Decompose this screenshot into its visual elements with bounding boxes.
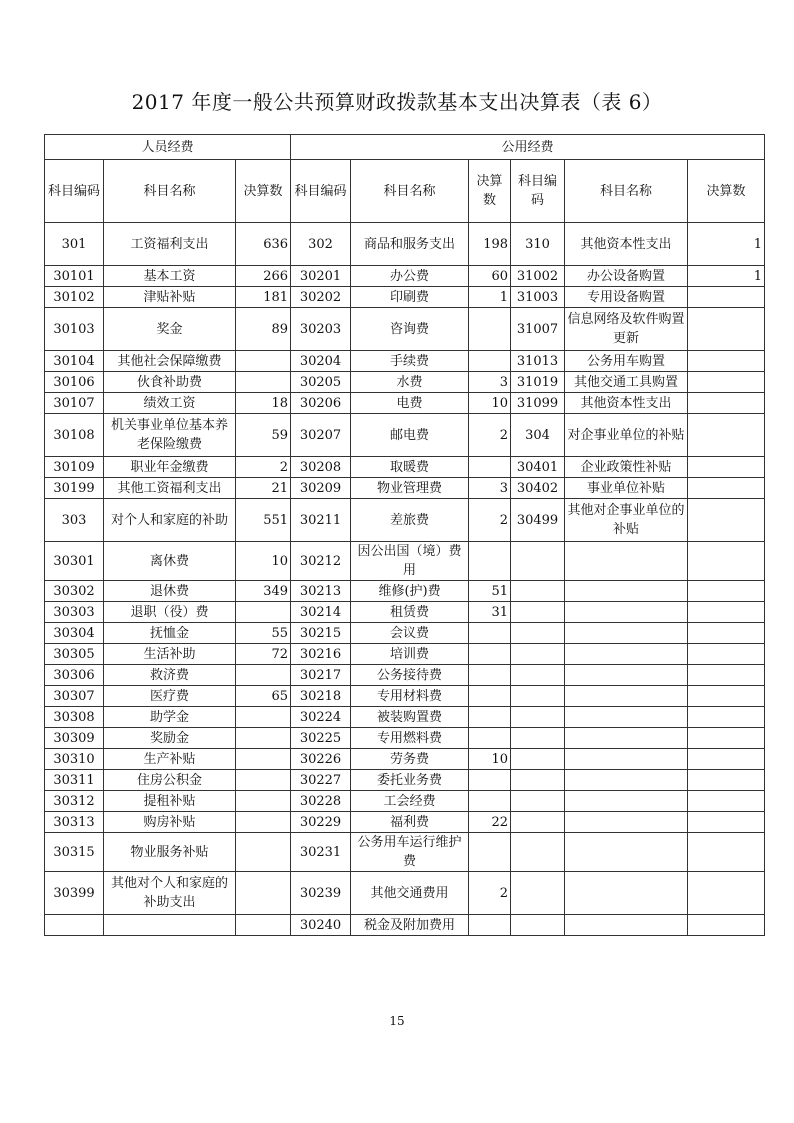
capital-amount-cell bbox=[688, 791, 765, 812]
public-name-cell: 会议费 bbox=[351, 623, 469, 644]
personnel-name-cell: 生活补助 bbox=[104, 644, 236, 665]
public-code-cell: 30218 bbox=[291, 686, 351, 707]
capital-amount-cell bbox=[688, 686, 765, 707]
capital-name-cell: 企业政策性补贴 bbox=[565, 457, 688, 478]
personnel-name-cell: 机关事业单位基本养老保险缴费 bbox=[104, 414, 236, 457]
personnel-name-cell: 其他对个人和家庭的补助支出 bbox=[104, 872, 236, 915]
capital-amount-cell bbox=[688, 499, 765, 542]
public-amount-cell: 51 bbox=[469, 581, 511, 602]
personnel-name-cell: 退职（役）费 bbox=[104, 602, 236, 623]
public-name-cell: 工会经费 bbox=[351, 791, 469, 812]
public-code-cell: 30206 bbox=[291, 393, 351, 414]
capital-amount-cell bbox=[688, 308, 765, 351]
personnel-code-cell: 303 bbox=[45, 499, 104, 542]
capital-name-cell: 其他交通工具购置 bbox=[565, 372, 688, 393]
table-row bbox=[45, 393, 765, 414]
table-row bbox=[45, 686, 765, 707]
capital-code-cell: 304 bbox=[511, 414, 565, 457]
personnel-code-cell: 30106 bbox=[45, 372, 104, 393]
capital-name-cell bbox=[565, 686, 688, 707]
capital-amount-cell bbox=[688, 915, 765, 936]
capital-name-cell: 办公设备购置 bbox=[565, 266, 688, 287]
personnel-name-cell: 其他工资福利支出 bbox=[104, 478, 236, 499]
personnel-code-cell: 30301 bbox=[45, 542, 104, 581]
capital-amount-cell bbox=[688, 728, 765, 749]
capital-name-cell: 专用设备购置 bbox=[565, 287, 688, 308]
capital-amount-cell bbox=[688, 872, 765, 915]
public-code-cell: 30202 bbox=[291, 287, 351, 308]
capital-code-cell bbox=[511, 872, 565, 915]
capital-code-cell: 31099 bbox=[511, 393, 565, 414]
table-row bbox=[45, 414, 765, 457]
public-amount-cell bbox=[469, 791, 511, 812]
personnel-amount-cell bbox=[236, 915, 291, 936]
personnel-code-cell: 30104 bbox=[45, 351, 104, 372]
public-code-cell: 30216 bbox=[291, 644, 351, 665]
public-amount-cell bbox=[469, 644, 511, 665]
capital-code-cell: 30402 bbox=[511, 478, 565, 499]
personnel-code-cell: 30399 bbox=[45, 872, 104, 915]
personnel-code-cell: 30199 bbox=[45, 478, 104, 499]
public-name-cell: 商品和服务支出 bbox=[351, 223, 469, 266]
public-code-cell: 30207 bbox=[291, 414, 351, 457]
capital-code-cell bbox=[511, 770, 565, 791]
public-name-cell: 因公出国（境）费用 bbox=[351, 542, 469, 581]
capital-name-cell bbox=[565, 707, 688, 728]
section-header-row bbox=[45, 135, 765, 160]
public-code-cell: 302 bbox=[291, 223, 351, 266]
capital-code-cell bbox=[511, 749, 565, 770]
public-name-cell: 劳务费 bbox=[351, 749, 469, 770]
personnel-amount-cell: 2 bbox=[236, 457, 291, 478]
capital-amount-cell bbox=[688, 372, 765, 393]
personnel-section-header: 人员经费 bbox=[45, 135, 291, 160]
capital-name-cell: 其他对企事业单位的补贴 bbox=[565, 499, 688, 542]
personnel-amount-cell bbox=[236, 728, 291, 749]
table-row bbox=[45, 812, 765, 833]
personnel-code-cell: 30309 bbox=[45, 728, 104, 749]
public-amount-cell bbox=[469, 770, 511, 791]
table-row bbox=[45, 770, 765, 791]
table-row bbox=[45, 707, 765, 728]
column-header-row bbox=[45, 160, 765, 223]
capital-amount-cell bbox=[688, 478, 765, 499]
public-code-cell: 30201 bbox=[291, 266, 351, 287]
table-row bbox=[45, 457, 765, 478]
capital-code-cell bbox=[511, 644, 565, 665]
capital-name-cell: 信息网络及软件购置更新 bbox=[565, 308, 688, 351]
table-row bbox=[45, 499, 765, 542]
public-code-cell: 30226 bbox=[291, 749, 351, 770]
capital-amount-header: 决算数 bbox=[688, 160, 765, 223]
table-row bbox=[45, 665, 765, 686]
capital-amount-cell bbox=[688, 602, 765, 623]
capital-name-cell bbox=[565, 665, 688, 686]
capital-amount-cell bbox=[688, 581, 765, 602]
personnel-name-cell: 住房公积金 bbox=[104, 770, 236, 791]
personnel-amount-header: 决算数 bbox=[236, 160, 291, 223]
personnel-amount-cell bbox=[236, 872, 291, 915]
capital-amount-cell bbox=[688, 393, 765, 414]
capital-code-cell bbox=[511, 791, 565, 812]
personnel-amount-cell bbox=[236, 665, 291, 686]
table-row bbox=[45, 372, 765, 393]
public-section-header: 公用经费 bbox=[291, 135, 765, 160]
personnel-name-cell: 其他社会保障缴费 bbox=[104, 351, 236, 372]
personnel-code-cell bbox=[45, 915, 104, 936]
public-code-cell: 30212 bbox=[291, 542, 351, 581]
public-code-cell: 30240 bbox=[291, 915, 351, 936]
capital-code-header: 科目编码 bbox=[511, 160, 565, 223]
public-code-cell: 30204 bbox=[291, 351, 351, 372]
public-code-cell: 30227 bbox=[291, 770, 351, 791]
public-amount-cell bbox=[469, 728, 511, 749]
table-row bbox=[45, 266, 765, 287]
capital-name-cell: 其他资本性支出 bbox=[565, 393, 688, 414]
public-name-cell: 税金及附加费用 bbox=[351, 915, 469, 936]
capital-code-cell bbox=[511, 542, 565, 581]
public-amount-cell bbox=[469, 707, 511, 728]
public-name-cell: 公务接待费 bbox=[351, 665, 469, 686]
personnel-amount-cell bbox=[236, 833, 291, 872]
capital-name-cell bbox=[565, 602, 688, 623]
public-code-header: 科目编码 bbox=[291, 160, 351, 223]
public-amount-cell: 1 bbox=[469, 287, 511, 308]
capital-name-cell bbox=[565, 581, 688, 602]
table-row bbox=[45, 602, 765, 623]
public-name-cell: 培训费 bbox=[351, 644, 469, 665]
capital-name-cell bbox=[565, 791, 688, 812]
table-row bbox=[45, 623, 765, 644]
personnel-code-cell: 30310 bbox=[45, 749, 104, 770]
capital-code-cell bbox=[511, 915, 565, 936]
personnel-code-cell: 30101 bbox=[45, 266, 104, 287]
public-amount-cell bbox=[469, 542, 511, 581]
capital-name-cell bbox=[565, 812, 688, 833]
public-code-cell: 30229 bbox=[291, 812, 351, 833]
table-row bbox=[45, 872, 765, 915]
public-amount-cell bbox=[469, 686, 511, 707]
personnel-name-cell bbox=[104, 915, 236, 936]
public-name-cell: 电费 bbox=[351, 393, 469, 414]
public-name-cell: 委托业务费 bbox=[351, 770, 469, 791]
personnel-code-cell: 30315 bbox=[45, 833, 104, 872]
page-title: 2017 年度一般公共预算财政拨款基本支出决算表（表 6） bbox=[131, 90, 663, 114]
public-amount-cell: 31 bbox=[469, 602, 511, 623]
personnel-code-cell: 30108 bbox=[45, 414, 104, 457]
capital-amount-cell bbox=[688, 414, 765, 457]
capital-name-cell bbox=[565, 623, 688, 644]
capital-code-cell: 30401 bbox=[511, 457, 565, 478]
personnel-code-cell: 30304 bbox=[45, 623, 104, 644]
personnel-code-cell: 30302 bbox=[45, 581, 104, 602]
capital-amount-cell bbox=[688, 770, 765, 791]
personnel-code-cell: 30303 bbox=[45, 602, 104, 623]
capital-amount-cell bbox=[688, 812, 765, 833]
personnel-name-cell: 离休费 bbox=[104, 542, 236, 581]
capital-name-cell: 事业单位补贴 bbox=[565, 478, 688, 499]
personnel-name-cell: 奖励金 bbox=[104, 728, 236, 749]
personnel-code-cell: 301 bbox=[45, 223, 104, 266]
public-name-cell: 公务用车运行维护费 bbox=[351, 833, 469, 872]
table-row bbox=[45, 749, 765, 770]
capital-amount-cell bbox=[688, 542, 765, 581]
personnel-name-cell: 物业服务补贴 bbox=[104, 833, 236, 872]
public-code-cell: 30203 bbox=[291, 308, 351, 351]
public-amount-cell bbox=[469, 833, 511, 872]
personnel-amount-cell: 181 bbox=[236, 287, 291, 308]
public-code-cell: 30205 bbox=[291, 372, 351, 393]
personnel-name-cell: 助学金 bbox=[104, 707, 236, 728]
capital-amount-cell: 1 bbox=[688, 266, 765, 287]
personnel-amount-cell: 18 bbox=[236, 393, 291, 414]
public-code-cell: 30239 bbox=[291, 872, 351, 915]
public-name-cell: 专用材料费 bbox=[351, 686, 469, 707]
public-amount-cell: 22 bbox=[469, 812, 511, 833]
capital-name-cell bbox=[565, 749, 688, 770]
personnel-name-header: 科目名称 bbox=[104, 160, 236, 223]
capital-name-cell bbox=[565, 915, 688, 936]
table-row bbox=[45, 644, 765, 665]
capital-name-header: 科目名称 bbox=[565, 160, 688, 223]
capital-name-cell bbox=[565, 542, 688, 581]
personnel-name-cell: 奖金 bbox=[104, 308, 236, 351]
personnel-amount-cell bbox=[236, 791, 291, 812]
personnel-amount-cell: 59 bbox=[236, 414, 291, 457]
public-amount-cell bbox=[469, 308, 511, 351]
personnel-code-cell: 30102 bbox=[45, 287, 104, 308]
table-row bbox=[45, 581, 765, 602]
public-code-cell: 30208 bbox=[291, 457, 351, 478]
personnel-name-cell: 购房补贴 bbox=[104, 812, 236, 833]
personnel-amount-cell: 10 bbox=[236, 542, 291, 581]
personnel-amount-cell: 89 bbox=[236, 308, 291, 351]
capital-amount-cell bbox=[688, 665, 765, 686]
table-row bbox=[45, 351, 765, 372]
personnel-name-cell: 基本工资 bbox=[104, 266, 236, 287]
public-code-cell: 30214 bbox=[291, 602, 351, 623]
public-code-cell: 30211 bbox=[291, 499, 351, 542]
capital-amount-cell bbox=[688, 623, 765, 644]
public-name-cell: 咨询费 bbox=[351, 308, 469, 351]
personnel-amount-cell bbox=[236, 749, 291, 770]
personnel-amount-cell: 266 bbox=[236, 266, 291, 287]
public-name-header: 科目名称 bbox=[351, 160, 469, 223]
personnel-amount-cell: 55 bbox=[236, 623, 291, 644]
personnel-code-cell: 30311 bbox=[45, 770, 104, 791]
table-row bbox=[45, 223, 765, 266]
table-row bbox=[45, 478, 765, 499]
capital-code-cell: 31007 bbox=[511, 308, 565, 351]
capital-name-cell bbox=[565, 833, 688, 872]
personnel-code-cell: 30313 bbox=[45, 812, 104, 833]
capital-name-cell: 对企事业单位的补贴 bbox=[565, 414, 688, 457]
public-name-cell: 办公费 bbox=[351, 266, 469, 287]
capital-code-cell: 310 bbox=[511, 223, 565, 266]
page-number: 15 bbox=[389, 1014, 405, 1028]
public-name-cell: 手续费 bbox=[351, 351, 469, 372]
personnel-name-cell: 医疗费 bbox=[104, 686, 236, 707]
public-name-cell: 差旅费 bbox=[351, 499, 469, 542]
personnel-amount-cell: 349 bbox=[236, 581, 291, 602]
table-row bbox=[45, 308, 765, 351]
capital-code-cell: 31002 bbox=[511, 266, 565, 287]
public-code-cell: 30225 bbox=[291, 728, 351, 749]
public-amount-cell: 10 bbox=[469, 749, 511, 770]
capital-code-cell bbox=[511, 581, 565, 602]
public-amount-cell bbox=[469, 915, 511, 936]
public-name-cell: 福利费 bbox=[351, 812, 469, 833]
public-name-cell: 维修(护)费 bbox=[351, 581, 469, 602]
personnel-amount-cell bbox=[236, 372, 291, 393]
capital-code-cell bbox=[511, 728, 565, 749]
personnel-amount-cell: 636 bbox=[236, 223, 291, 266]
public-name-cell: 印刷费 bbox=[351, 287, 469, 308]
personnel-amount-cell: 72 bbox=[236, 644, 291, 665]
personnel-name-cell: 工资福利支出 bbox=[104, 223, 236, 266]
public-name-cell: 邮电费 bbox=[351, 414, 469, 457]
capital-amount-cell bbox=[688, 833, 765, 872]
table-row bbox=[45, 287, 765, 308]
table-row bbox=[45, 791, 765, 812]
public-name-cell: 取暖费 bbox=[351, 457, 469, 478]
personnel-code-cell: 30306 bbox=[45, 665, 104, 686]
table-row bbox=[45, 915, 765, 936]
personnel-name-cell: 生产补贴 bbox=[104, 749, 236, 770]
public-amount-cell bbox=[469, 457, 511, 478]
personnel-name-cell: 伙食补助费 bbox=[104, 372, 236, 393]
public-code-cell: 30213 bbox=[291, 581, 351, 602]
budget-table bbox=[44, 134, 765, 936]
personnel-amount-cell bbox=[236, 602, 291, 623]
personnel-code-cell: 30305 bbox=[45, 644, 104, 665]
capital-code-cell bbox=[511, 686, 565, 707]
public-amount-header: 决算数 bbox=[469, 160, 511, 223]
capital-amount-cell bbox=[688, 287, 765, 308]
table-row bbox=[45, 542, 765, 581]
public-name-cell: 专用燃料费 bbox=[351, 728, 469, 749]
personnel-amount-cell bbox=[236, 707, 291, 728]
personnel-name-cell: 绩效工资 bbox=[104, 393, 236, 414]
public-code-cell: 30217 bbox=[291, 665, 351, 686]
public-amount-cell: 2 bbox=[469, 414, 511, 457]
table-row bbox=[45, 833, 765, 872]
personnel-code-cell: 30103 bbox=[45, 308, 104, 351]
public-name-cell: 水费 bbox=[351, 372, 469, 393]
capital-code-cell: 31013 bbox=[511, 351, 565, 372]
capital-name-cell bbox=[565, 644, 688, 665]
personnel-name-cell: 对个人和家庭的补助 bbox=[104, 499, 236, 542]
personnel-name-cell: 津贴补贴 bbox=[104, 287, 236, 308]
personnel-code-cell: 30312 bbox=[45, 791, 104, 812]
personnel-code-header: 科目编码 bbox=[45, 160, 104, 223]
capital-amount-cell bbox=[688, 351, 765, 372]
capital-amount-cell bbox=[688, 644, 765, 665]
personnel-name-cell: 救济费 bbox=[104, 665, 236, 686]
capital-name-cell bbox=[565, 728, 688, 749]
capital-name-cell bbox=[565, 770, 688, 791]
personnel-amount-cell: 65 bbox=[236, 686, 291, 707]
capital-amount-cell bbox=[688, 457, 765, 478]
capital-code-cell: 31019 bbox=[511, 372, 565, 393]
personnel-name-cell: 退休费 bbox=[104, 581, 236, 602]
personnel-name-cell: 提租补贴 bbox=[104, 791, 236, 812]
public-amount-cell: 60 bbox=[469, 266, 511, 287]
public-code-cell: 30209 bbox=[291, 478, 351, 499]
public-amount-cell bbox=[469, 623, 511, 644]
public-name-cell: 租赁费 bbox=[351, 602, 469, 623]
capital-code-cell bbox=[511, 665, 565, 686]
public-amount-cell: 2 bbox=[469, 499, 511, 542]
personnel-code-cell: 30307 bbox=[45, 686, 104, 707]
public-amount-cell: 3 bbox=[469, 478, 511, 499]
capital-amount-cell bbox=[688, 749, 765, 770]
personnel-code-cell: 30109 bbox=[45, 457, 104, 478]
public-name-cell: 物业管理费 bbox=[351, 478, 469, 499]
public-code-cell: 30224 bbox=[291, 707, 351, 728]
capital-code-cell bbox=[511, 707, 565, 728]
capital-amount-cell bbox=[688, 707, 765, 728]
capital-code-cell: 30499 bbox=[511, 499, 565, 542]
personnel-amount-cell bbox=[236, 351, 291, 372]
capital-code-cell bbox=[511, 812, 565, 833]
capital-code-cell bbox=[511, 602, 565, 623]
capital-name-cell: 其他资本性支出 bbox=[565, 223, 688, 266]
public-amount-cell: 3 bbox=[469, 372, 511, 393]
personnel-amount-cell: 551 bbox=[236, 499, 291, 542]
capital-amount-cell: 1 bbox=[688, 223, 765, 266]
public-amount-cell bbox=[469, 351, 511, 372]
personnel-code-cell: 30308 bbox=[45, 707, 104, 728]
public-amount-cell: 198 bbox=[469, 223, 511, 266]
personnel-amount-cell: 21 bbox=[236, 478, 291, 499]
personnel-code-cell: 30107 bbox=[45, 393, 104, 414]
capital-code-cell bbox=[511, 623, 565, 644]
capital-name-cell bbox=[565, 872, 688, 915]
public-code-cell: 30228 bbox=[291, 791, 351, 812]
personnel-name-cell: 抚恤金 bbox=[104, 623, 236, 644]
personnel-amount-cell bbox=[236, 770, 291, 791]
public-code-cell: 30215 bbox=[291, 623, 351, 644]
personnel-amount-cell bbox=[236, 812, 291, 833]
public-name-cell: 其他交通费用 bbox=[351, 872, 469, 915]
public-amount-cell: 2 bbox=[469, 872, 511, 915]
capital-code-cell: 31003 bbox=[511, 287, 565, 308]
capital-name-cell: 公务用车购置 bbox=[565, 351, 688, 372]
personnel-name-cell: 职业年金缴费 bbox=[104, 457, 236, 478]
public-amount-cell: 10 bbox=[469, 393, 511, 414]
public-amount-cell bbox=[469, 665, 511, 686]
public-code-cell: 30231 bbox=[291, 833, 351, 872]
table-row bbox=[45, 728, 765, 749]
public-name-cell: 被装购置费 bbox=[351, 707, 469, 728]
capital-code-cell bbox=[511, 833, 565, 872]
